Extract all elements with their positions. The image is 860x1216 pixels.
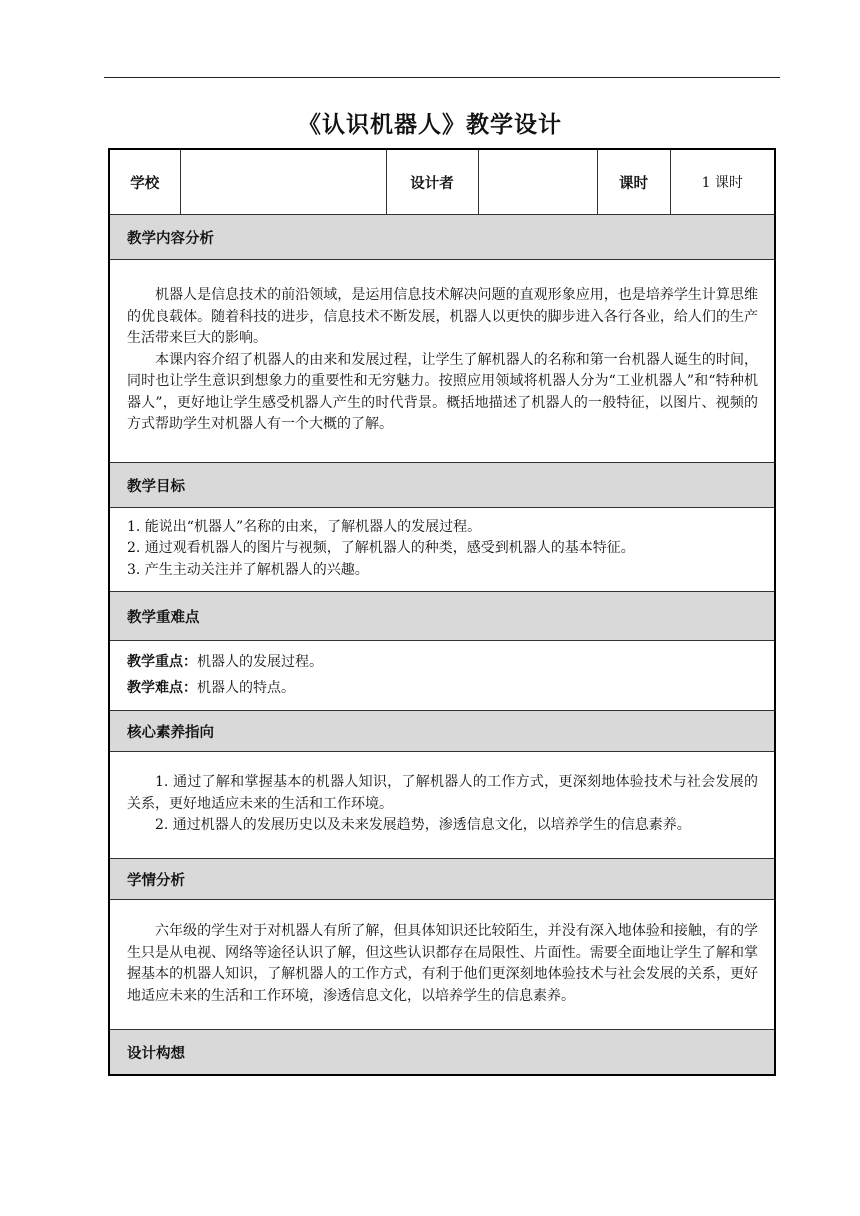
objective-item: 2. 通过观看机器人的图片与视频，了解机器人的种类，感受到机器人的基本特征。 xyxy=(127,540,635,557)
designer-label: 设计者 xyxy=(386,149,478,215)
literacy-heading-row xyxy=(109,711,775,752)
designer-value xyxy=(478,149,597,215)
content-analysis-paragraph: 本课内容介绍了机器人的由来和发展过程，让学生了解机器人的名称和第一台机器人诞生的时间，同时也让学生意识到想象力的重要性和无穷魅力。按照应用领域将机器人分为“工业机器人”和“特种机器人”，更好地让学生感受机器人产生的时代背景。概括地描述了机器人的一般特征，以图片、视频的方式帮助学生对机器人有一个大概的了解。 xyxy=(127,351,758,433)
content-analysis-body xyxy=(109,260,775,463)
teaching-focus-text: 机器人的发展过程。 xyxy=(197,654,323,670)
section-heading-design-concept: 设计构想 xyxy=(109,1030,775,1076)
document-title: 《认识机器人》教学设计 xyxy=(298,112,562,138)
content-analysis-body-row xyxy=(109,260,775,463)
design-concept-heading-row xyxy=(109,1030,775,1076)
school-value xyxy=(180,149,386,215)
teaching-difficulty-text: 机器人的特点。 xyxy=(197,680,295,696)
objectives-body xyxy=(109,508,775,592)
content-analysis-paragraph: 机器人是信息技术的前沿领域，是运用信息技术解决问题的直观形象应用，也是培养学生计算思维的优良载体。随着科技的进步，信息技术不断发展，机器人以更快的脚步进入各行各业，给人们的生产生活带来巨大的影响。 xyxy=(127,287,758,347)
learner-analysis-heading-row xyxy=(109,859,775,900)
teaching-focus-label: 教学重点： xyxy=(127,654,197,670)
school-label: 学校 xyxy=(109,149,180,215)
teaching-focus xyxy=(127,649,758,675)
objectives-body-row xyxy=(109,508,775,592)
period-label: 课时 xyxy=(597,149,670,215)
literacy-paragraph: 1. 通过了解和掌握基本的机器人知识，了解机器人的工作方式，更深刻地体验技术与社会发展的关系，更好地适应未来的生活和工作环境。 xyxy=(127,774,758,812)
teaching-difficulty-label: 教学难点： xyxy=(127,680,197,696)
key-points-body-row xyxy=(109,641,775,711)
section-heading-key-points: 教学重难点 xyxy=(109,592,775,641)
info-row xyxy=(109,149,775,215)
objective-item: 1. 能说出“机器人”名称的由来，了解机器人的发展过程。 xyxy=(127,518,482,535)
literacy-body-row xyxy=(109,752,775,859)
content-analysis-heading-row xyxy=(109,215,775,260)
lesson-plan-table xyxy=(108,148,776,1076)
period-value: 1 课时 xyxy=(670,149,775,215)
learner-analysis-body-row xyxy=(109,900,775,1030)
key-points-heading-row xyxy=(109,592,775,641)
learner-analysis-body xyxy=(109,900,775,1030)
objectives-heading-row xyxy=(109,463,775,508)
literacy-paragraph: 2. 通过机器人的发展历史以及未来发展趋势，渗透信息文化，以培养学生的信息素养。 xyxy=(155,817,691,834)
objective-item: 3. 产生主动关注并了解机器人的兴趣。 xyxy=(127,561,369,578)
section-heading-learner-analysis: 学情分析 xyxy=(109,859,775,900)
literacy-body xyxy=(109,752,775,859)
section-heading-objectives: 教学目标 xyxy=(109,463,775,508)
header-rule xyxy=(104,77,780,78)
section-heading-literacy: 核心素养指向 xyxy=(109,711,775,752)
key-points-body xyxy=(109,641,775,711)
teaching-difficulty xyxy=(127,675,758,701)
learner-analysis-paragraph: 六年级的学生对于对机器人有所了解，但具体知识还比较陌生，并没有深入地体验和接触，有的学生只是从电视、网络等途径认识了解，但这些认识都存在局限性、片面性。需要全面地让学生了解和掌握基本的机器人知识，了解机器人的工作方式，有利于他们更深刻地体验技术与社会发展的关系，更好地适应未来的生活和工作环境，渗透信息文化，以培养学生的信息素养。 xyxy=(127,923,758,1004)
section-heading-content-analysis: 教学内容分析 xyxy=(109,215,775,260)
